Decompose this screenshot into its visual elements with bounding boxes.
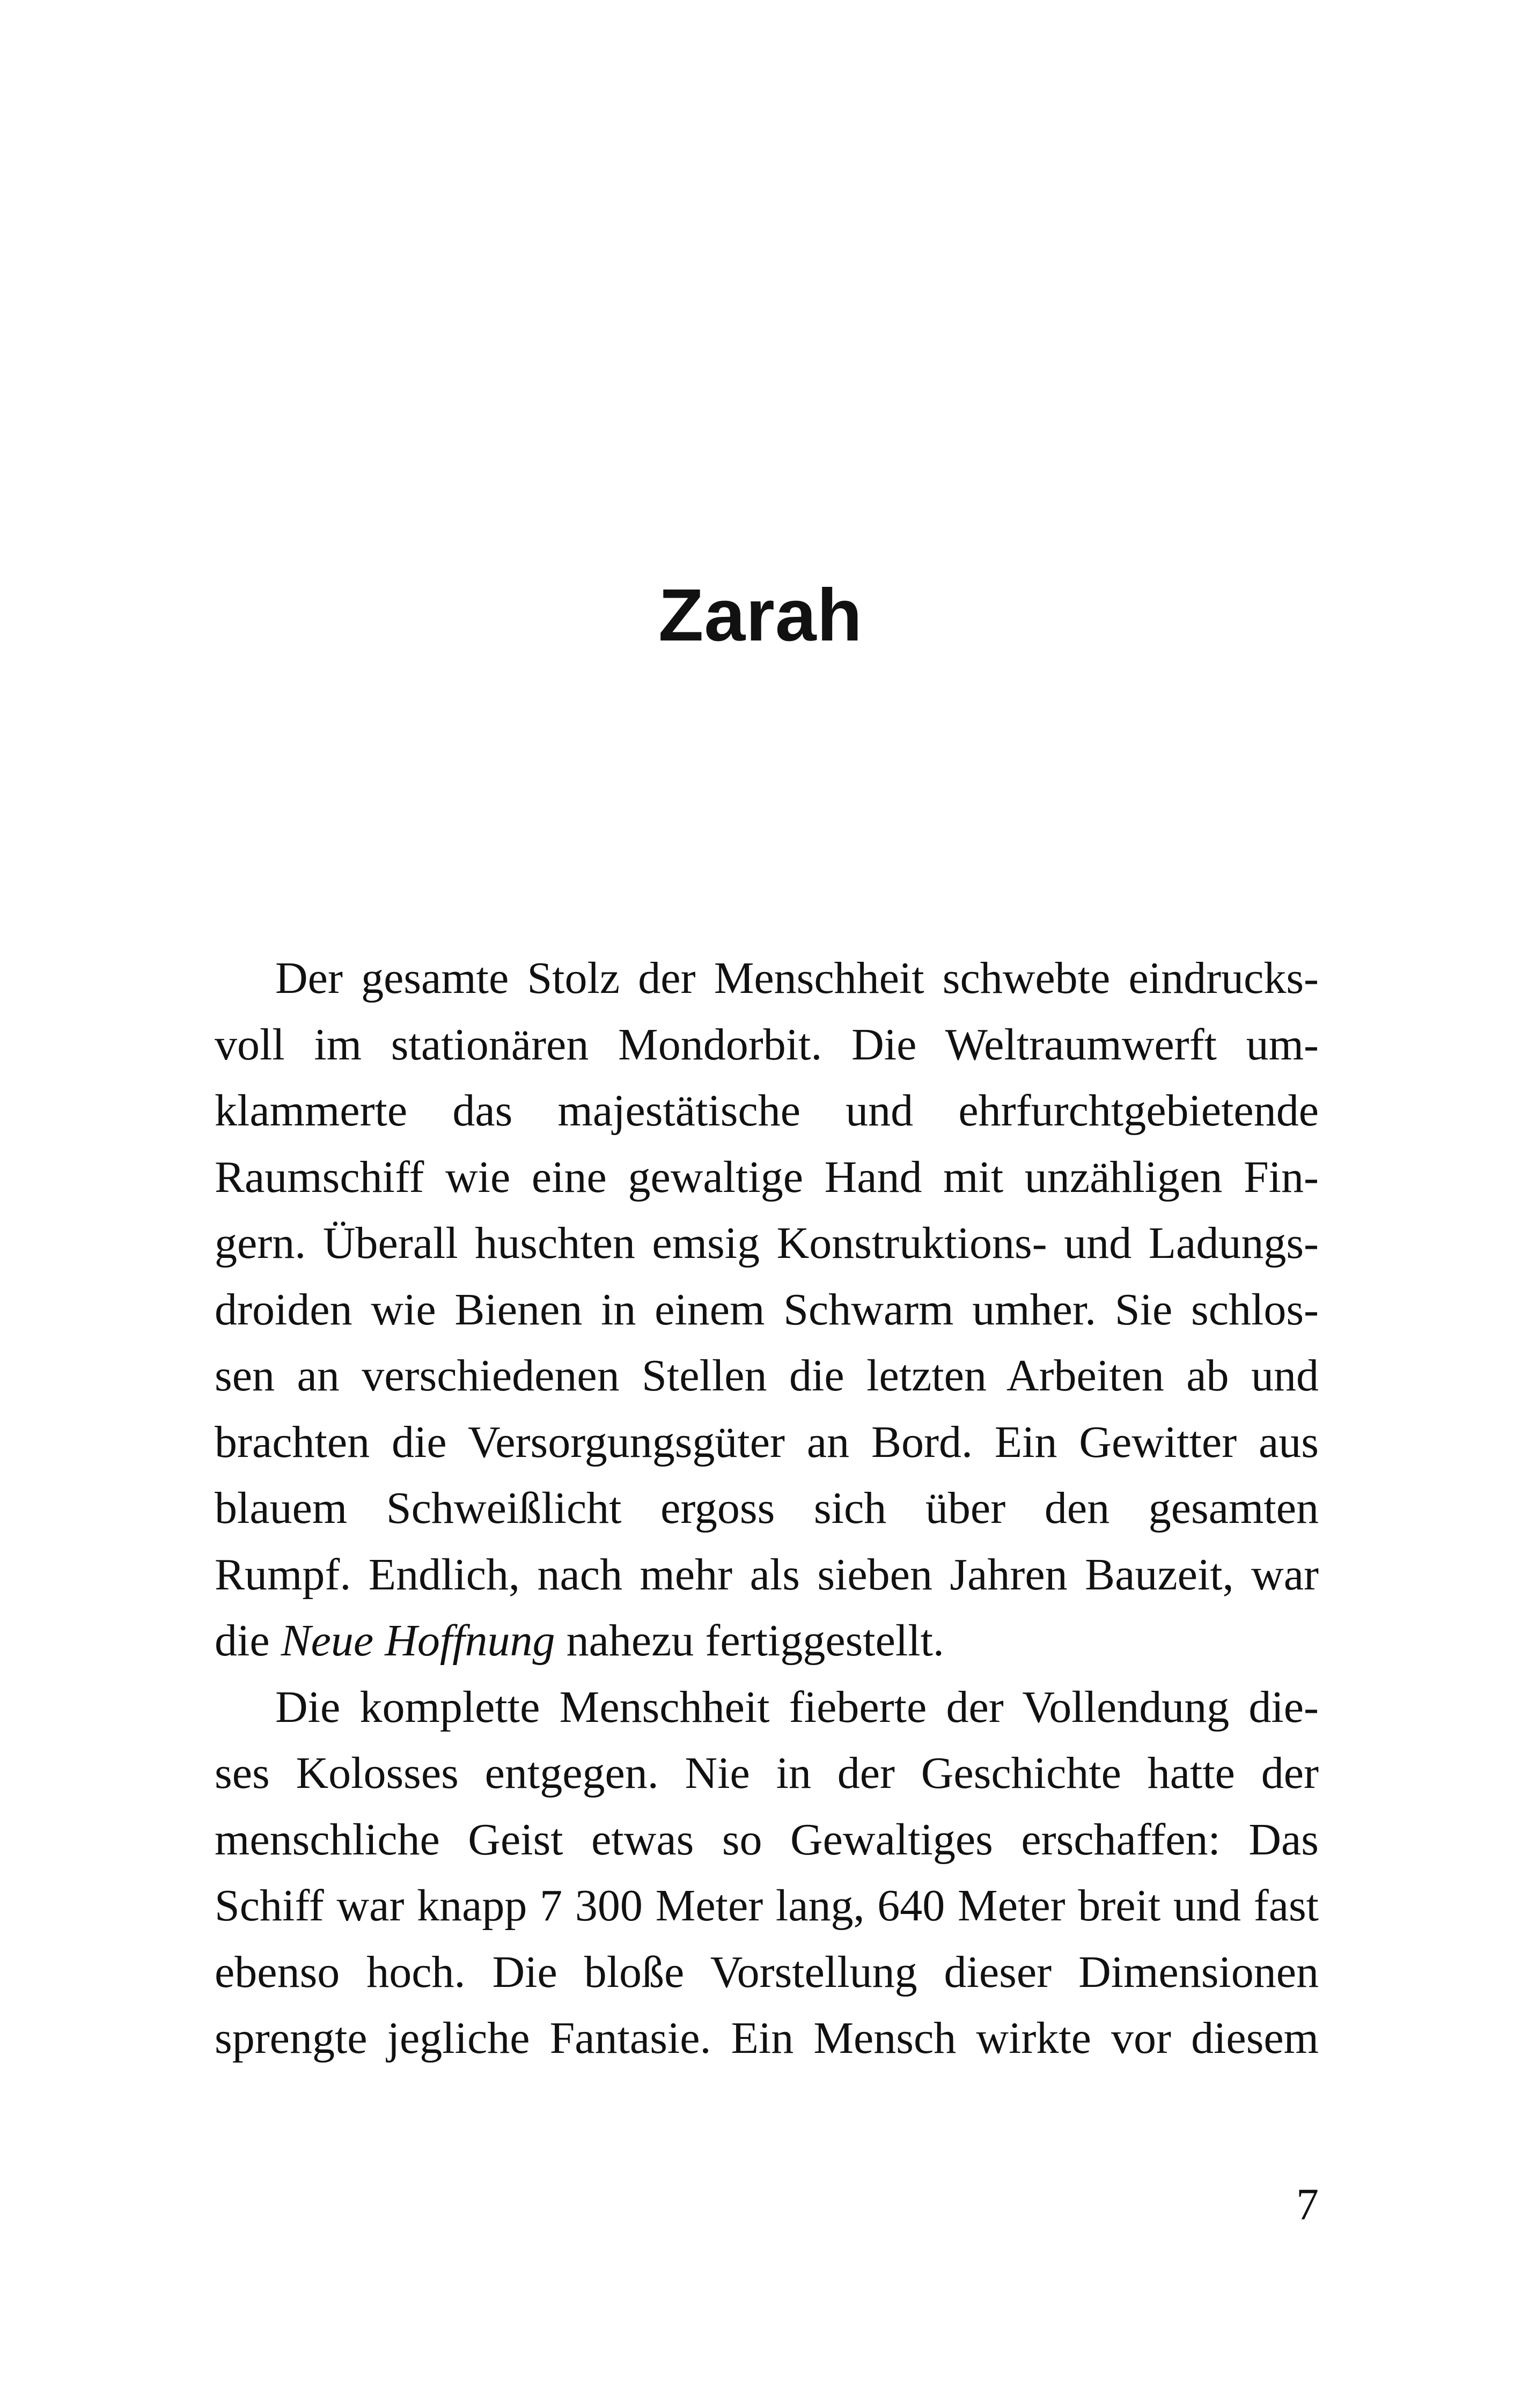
chapter-body-text xyxy=(215,945,1319,2072)
text-line xyxy=(215,1409,1319,1476)
text-segment: blauem Schweißlicht ergoss sich über den gesamten xyxy=(215,1483,1319,1533)
text-line xyxy=(215,1542,1319,1608)
text-line xyxy=(215,1078,1319,1144)
text-segment: ebenso hoch. Die bloße Vorstellung dieser Dimensionen xyxy=(215,1947,1319,1997)
text-segment: nahezu fertiggestellt. xyxy=(555,1616,944,1666)
text-segment: droiden wie Bienen in einem Schwarm umher. Sie schlos- xyxy=(215,1284,1319,1335)
text-segment: Raumschiff wie eine gewaltige Hand mit unzähligen Fin- xyxy=(215,1152,1319,1202)
text-line xyxy=(215,945,1319,1012)
text-segment: Der gesamte Stolz der Menschheit schwebte eindrucks- xyxy=(275,953,1319,1003)
text-line xyxy=(215,1012,1319,1078)
text-line xyxy=(215,1939,1319,2006)
text-line xyxy=(215,1674,1319,1741)
text-line xyxy=(215,1873,1319,1939)
text-line xyxy=(215,1144,1319,1211)
text-segment: ses Kolosses entgegen. Nie in der Geschichte hatte der xyxy=(215,1748,1319,1798)
text-segment: sprengte jegliche Fantasie. Ein Mensch wirkte vor diesem xyxy=(215,2013,1319,2063)
text-line xyxy=(215,1807,1319,1873)
text-segment: klammerte das majestätische und ehrfurchtgebietende xyxy=(215,1086,1319,1136)
text-line xyxy=(215,1608,1319,1674)
text-line xyxy=(215,1343,1319,1409)
text-segment: voll im stationären Mondorbit. Die Weltraumwerft um- xyxy=(215,1019,1319,1070)
text-segment: Die komplette Menschheit fieberte der Vollendung die- xyxy=(275,1682,1319,1732)
text-line xyxy=(215,2005,1319,2072)
text-line xyxy=(215,1277,1319,1343)
text-line xyxy=(215,1740,1319,1807)
text-line xyxy=(215,1210,1319,1277)
text-segment: menschliche Geist etwas so Gewaltiges erschaffen: Das xyxy=(215,1814,1319,1865)
text-segment: Rumpf. Endlich, nach mehr als sieben Jahren Bauzeit, war xyxy=(215,1549,1319,1600)
ship-name-italic: Neue Hoffnung xyxy=(281,1616,555,1666)
text-segment: gern. Überall huschten emsig Konstruktions- und Ladungs- xyxy=(215,1218,1319,1268)
text-segment: brachten die Versorgungsgüter an Bord. Ein Gewitter aus xyxy=(215,1417,1319,1467)
page-number: 7 xyxy=(1296,2179,1319,2229)
text-segment: die xyxy=(215,1616,281,1666)
text-segment: sen an verschiedenen Stellen die letzten Arbeiten ab und xyxy=(215,1351,1319,1401)
text-line xyxy=(215,1475,1319,1542)
chapter-title: Zarah xyxy=(658,574,863,657)
text-segment: Schiff war knapp 7 300 Meter lang, 640 Meter breit und fast xyxy=(215,1881,1319,1931)
